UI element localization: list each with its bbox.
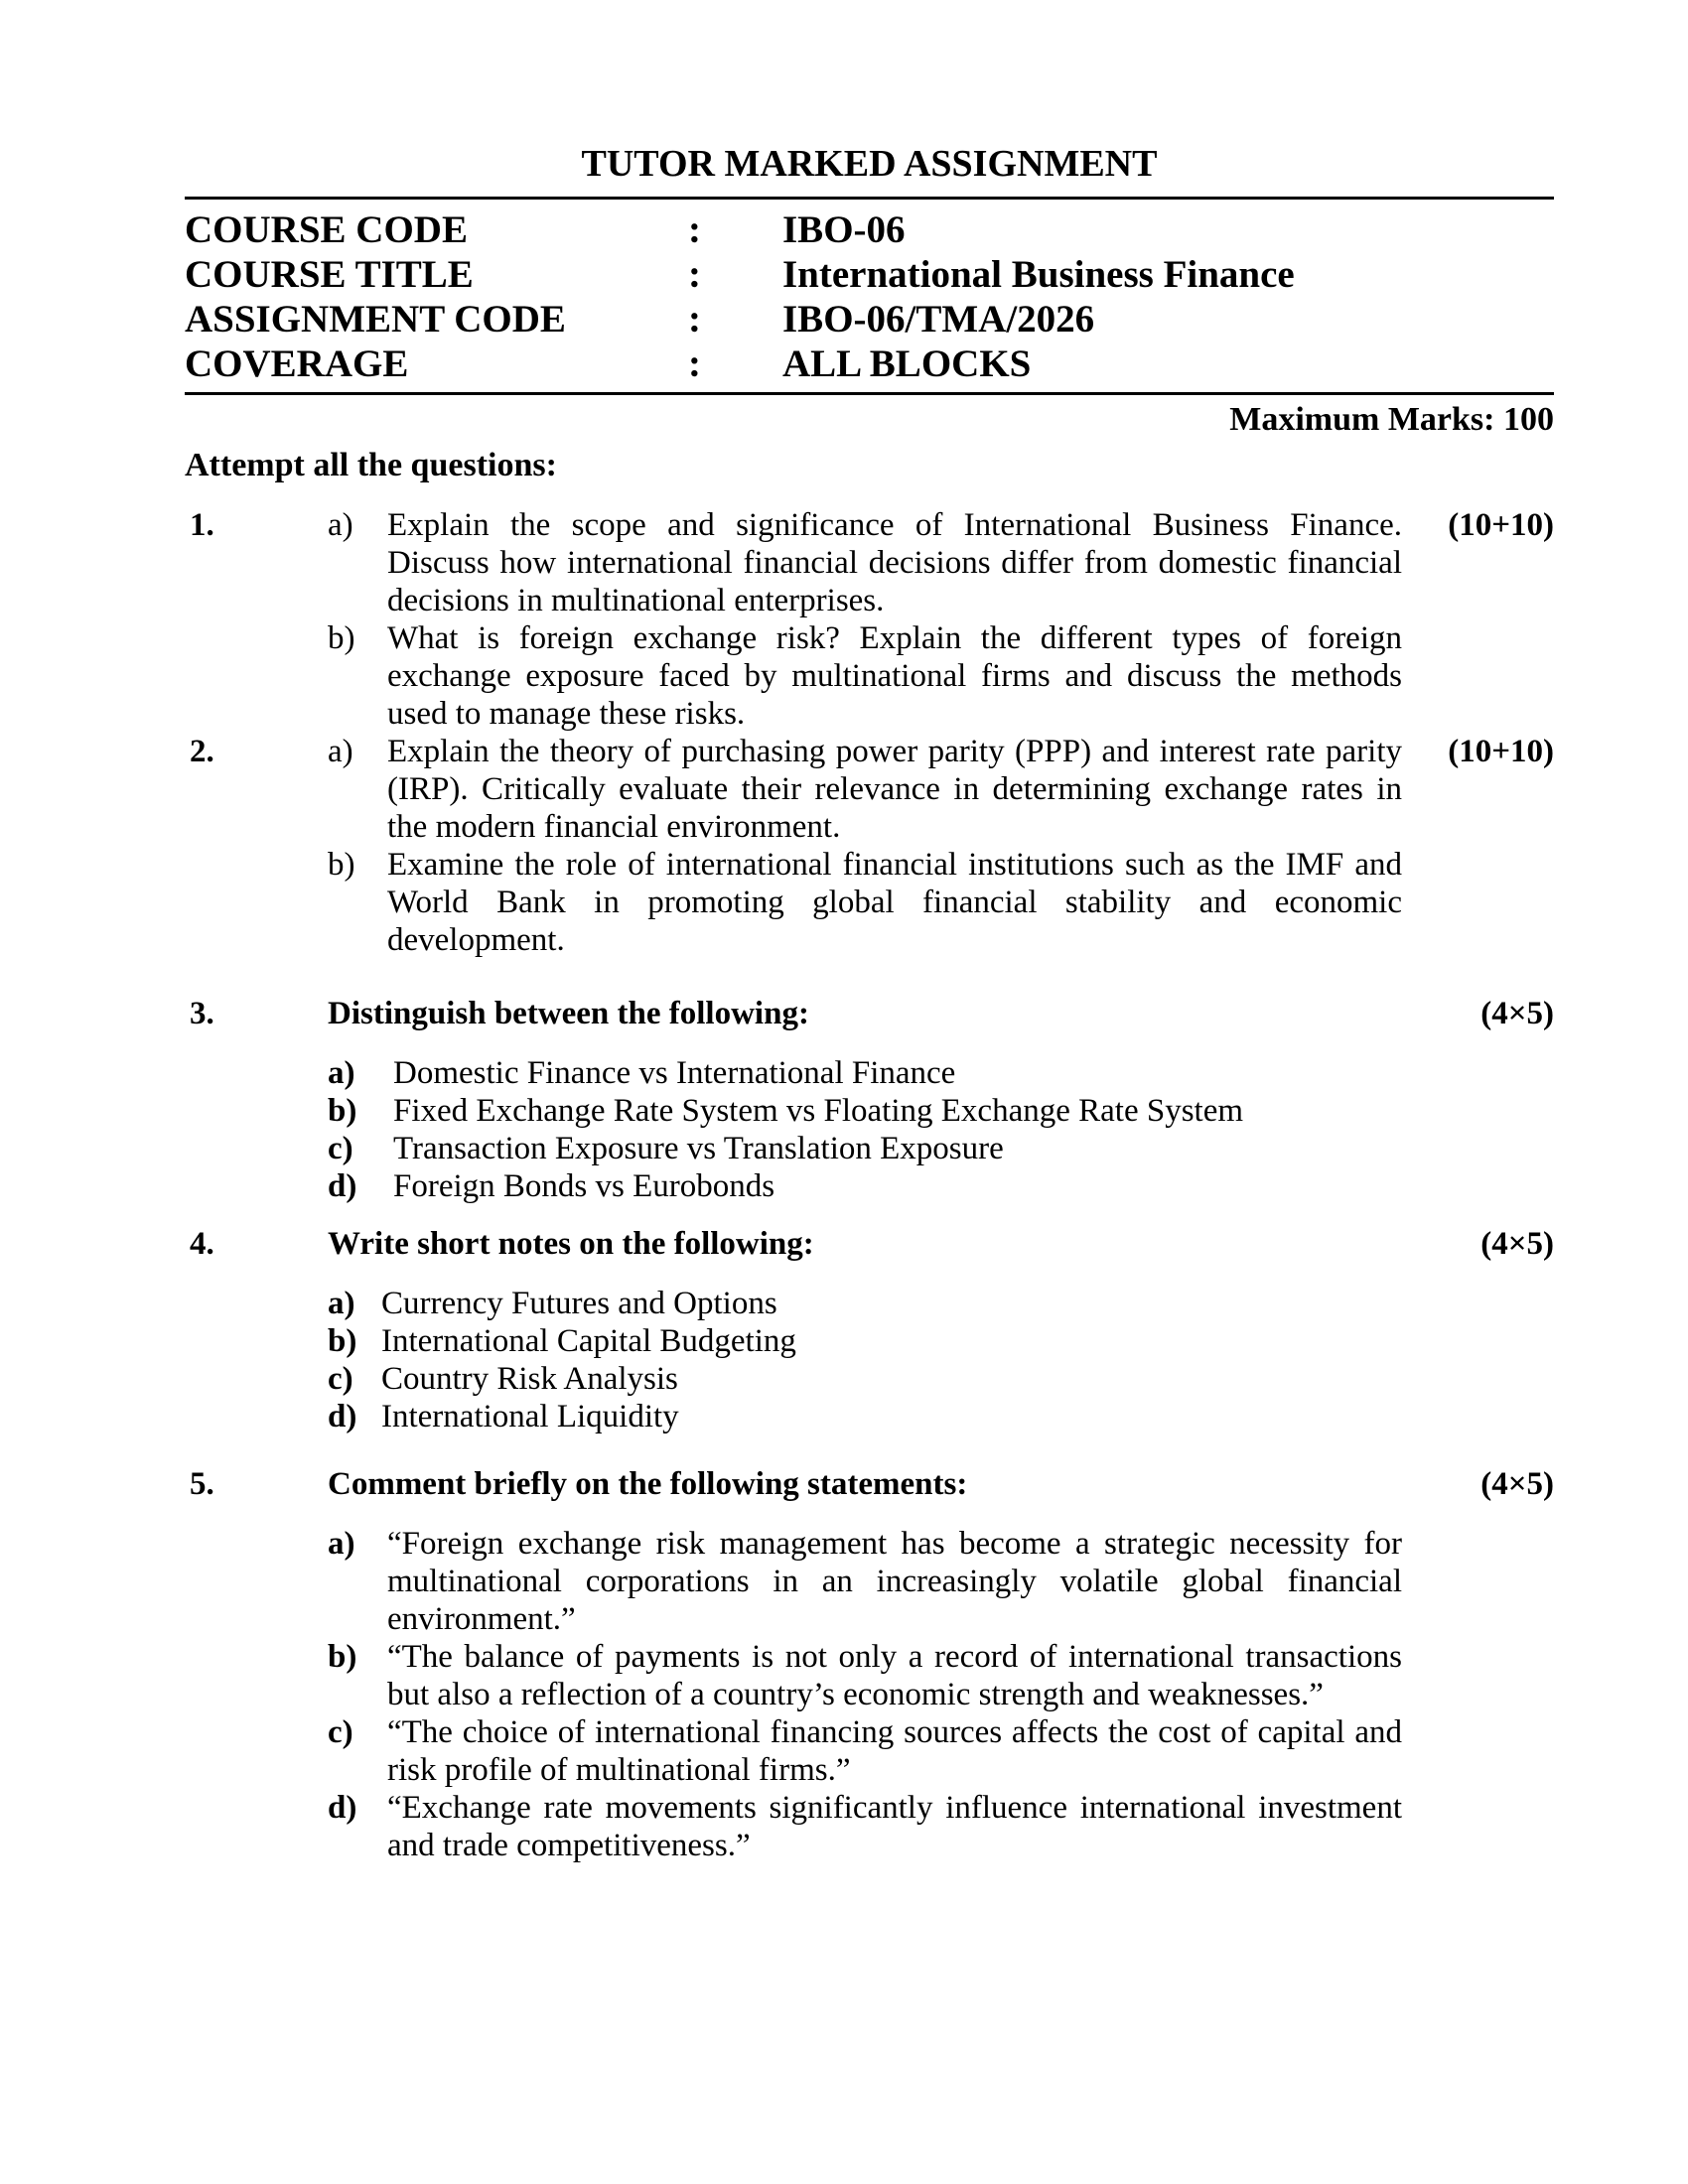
question-part [328,846,1402,959]
question-part [328,619,1402,733]
attempt-note: Attempt all the questions: [185,447,557,483]
item-text: Currency Futures and Options [381,1286,777,1321]
assignment-code-label: ASSIGNMENT CODE [185,298,566,341]
item-letter: a) [328,1526,355,1562]
meta-row-course-title [185,252,1554,297]
part-letter: b) [328,620,355,656]
meta-row-course-code [185,207,1554,252]
question-body [328,1465,1402,1864]
part-letter: a) [328,507,353,543]
item-letter: c) [328,1361,353,1397]
page-title: TUTOR MARKED ASSIGNMENT [185,141,1554,200]
item-text: Transaction Exposure vs Translation Exposure [393,1131,1004,1166]
list-item [328,1167,1402,1205]
item-text: Domestic Finance vs International Finance [393,1055,956,1091]
list-item [328,1525,1402,1638]
coverage-label: COVERAGE [185,342,409,385]
max-marks-note: Maximum Marks: 100 [1229,401,1554,438]
question-marks: (4×5) [1480,1466,1554,1502]
question-body [328,506,1402,733]
course-code-value: IBO-06 [782,208,906,251]
item-letter: d) [328,1790,357,1826]
part-text: Explain the theory of purchasing power parity (PPP) and interest rate parity (IRP). Critically evaluate their relevance in determining exchange rates in the modern financial environment. [387,734,1402,845]
question-number: 3. [190,996,214,1031]
question-number: 1. [190,507,214,543]
part-text: Explain the scope and significance of International Business Finance. Discuss how international financial decisions differ from domestic financial decisions in multinational enterprises. [387,507,1402,618]
question-heading: Comment briefly on the following statements: [328,1466,968,1502]
colon-separator: : [688,298,701,341]
list-item [328,1713,1402,1789]
item-letter: d) [328,1168,357,1204]
question-5 [185,1465,1554,1864]
list-item [328,1322,1402,1360]
course-code-label: COURSE CODE [185,208,468,251]
item-letter: d) [328,1399,357,1434]
meta-row-assignment-code [185,297,1554,341]
list-item [328,1360,1402,1398]
question-number: 5. [190,1466,214,1502]
part-text: Examine the role of international financial institutions such as the IMF and World Bank in promoting global financial stability and economic development. [387,847,1402,958]
part-letter: b) [328,847,355,883]
item-letter: b) [328,1093,357,1129]
coverage-value: ALL BLOCKS [782,342,1032,385]
item-letter: a) [328,1286,355,1321]
meta-row-coverage [185,341,1554,386]
question-part [328,733,1402,846]
item-letter: a) [328,1055,355,1091]
item-text: Foreign Bonds vs Eurobonds [393,1168,775,1204]
question-heading: Write short notes on the following: [328,1226,814,1262]
colon-separator: : [688,208,701,251]
question-body [328,995,1402,1205]
question-number: 4. [190,1226,214,1262]
question-heading: Distinguish between the following: [328,996,809,1031]
list-item [328,1130,1402,1167]
item-letter: b) [328,1639,357,1675]
list-item [328,1092,1402,1130]
course-meta-block [185,200,1554,395]
item-text: “The choice of international financing sources affects the cost of capital and risk profile of multinational firms.” [387,1714,1402,1788]
colon-separator: : [688,253,701,296]
question-1 [185,506,1554,733]
list-item [328,1285,1402,1322]
question-4 [185,1225,1554,1435]
item-text: Country Risk Analysis [381,1361,678,1397]
item-text: Fixed Exchange Rate System vs Floating Exchange Rate System [393,1093,1244,1129]
question-body [328,733,1402,959]
question-2 [185,733,1554,959]
course-title-label: COURSE TITLE [185,253,474,296]
course-title-value: International Business Finance [782,253,1295,296]
item-letter: c) [328,1714,353,1750]
item-letter: c) [328,1131,353,1166]
part-letter: a) [328,734,353,769]
item-text: “The balance of payments is not only a record of international transactions but also a reflection of a country’s economic strength and weaknesses.” [387,1639,1402,1712]
list-item [328,1054,1402,1092]
item-text: “Exchange rate movements significantly influence international investment and trade competitiveness.” [387,1790,1402,1863]
list-item [328,1789,1402,1864]
question-items [328,1285,1402,1435]
question-items [328,1054,1402,1205]
item-letter: b) [328,1323,357,1359]
question-marks: (10+10) [1448,507,1554,543]
question-number: 2. [190,734,214,769]
item-text: International Capital Budgeting [381,1323,796,1359]
item-text: “Foreign exchange risk management has become a strategic necessity for multinational corporations in an increasingly volatile global financial environment.” [387,1526,1402,1637]
question-marks: (4×5) [1480,996,1554,1031]
question-3 [185,995,1554,1205]
assignment-code-value: IBO-06/TMA/2026 [782,298,1095,341]
list-item [328,1638,1402,1713]
question-body [328,1225,1402,1435]
colon-separator: : [688,342,701,385]
questions-list [185,506,1554,1864]
question-part [328,506,1402,619]
part-text: What is foreign exchange risk? Explain the different types of foreign exchange exposure faced by multinational firms and discuss the methods used to manage these risks. [387,620,1402,732]
list-item [328,1398,1402,1435]
question-items [328,1525,1402,1864]
question-marks: (4×5) [1480,1226,1554,1262]
item-text: International Liquidity [381,1399,679,1434]
question-marks: (10+10) [1448,734,1554,769]
